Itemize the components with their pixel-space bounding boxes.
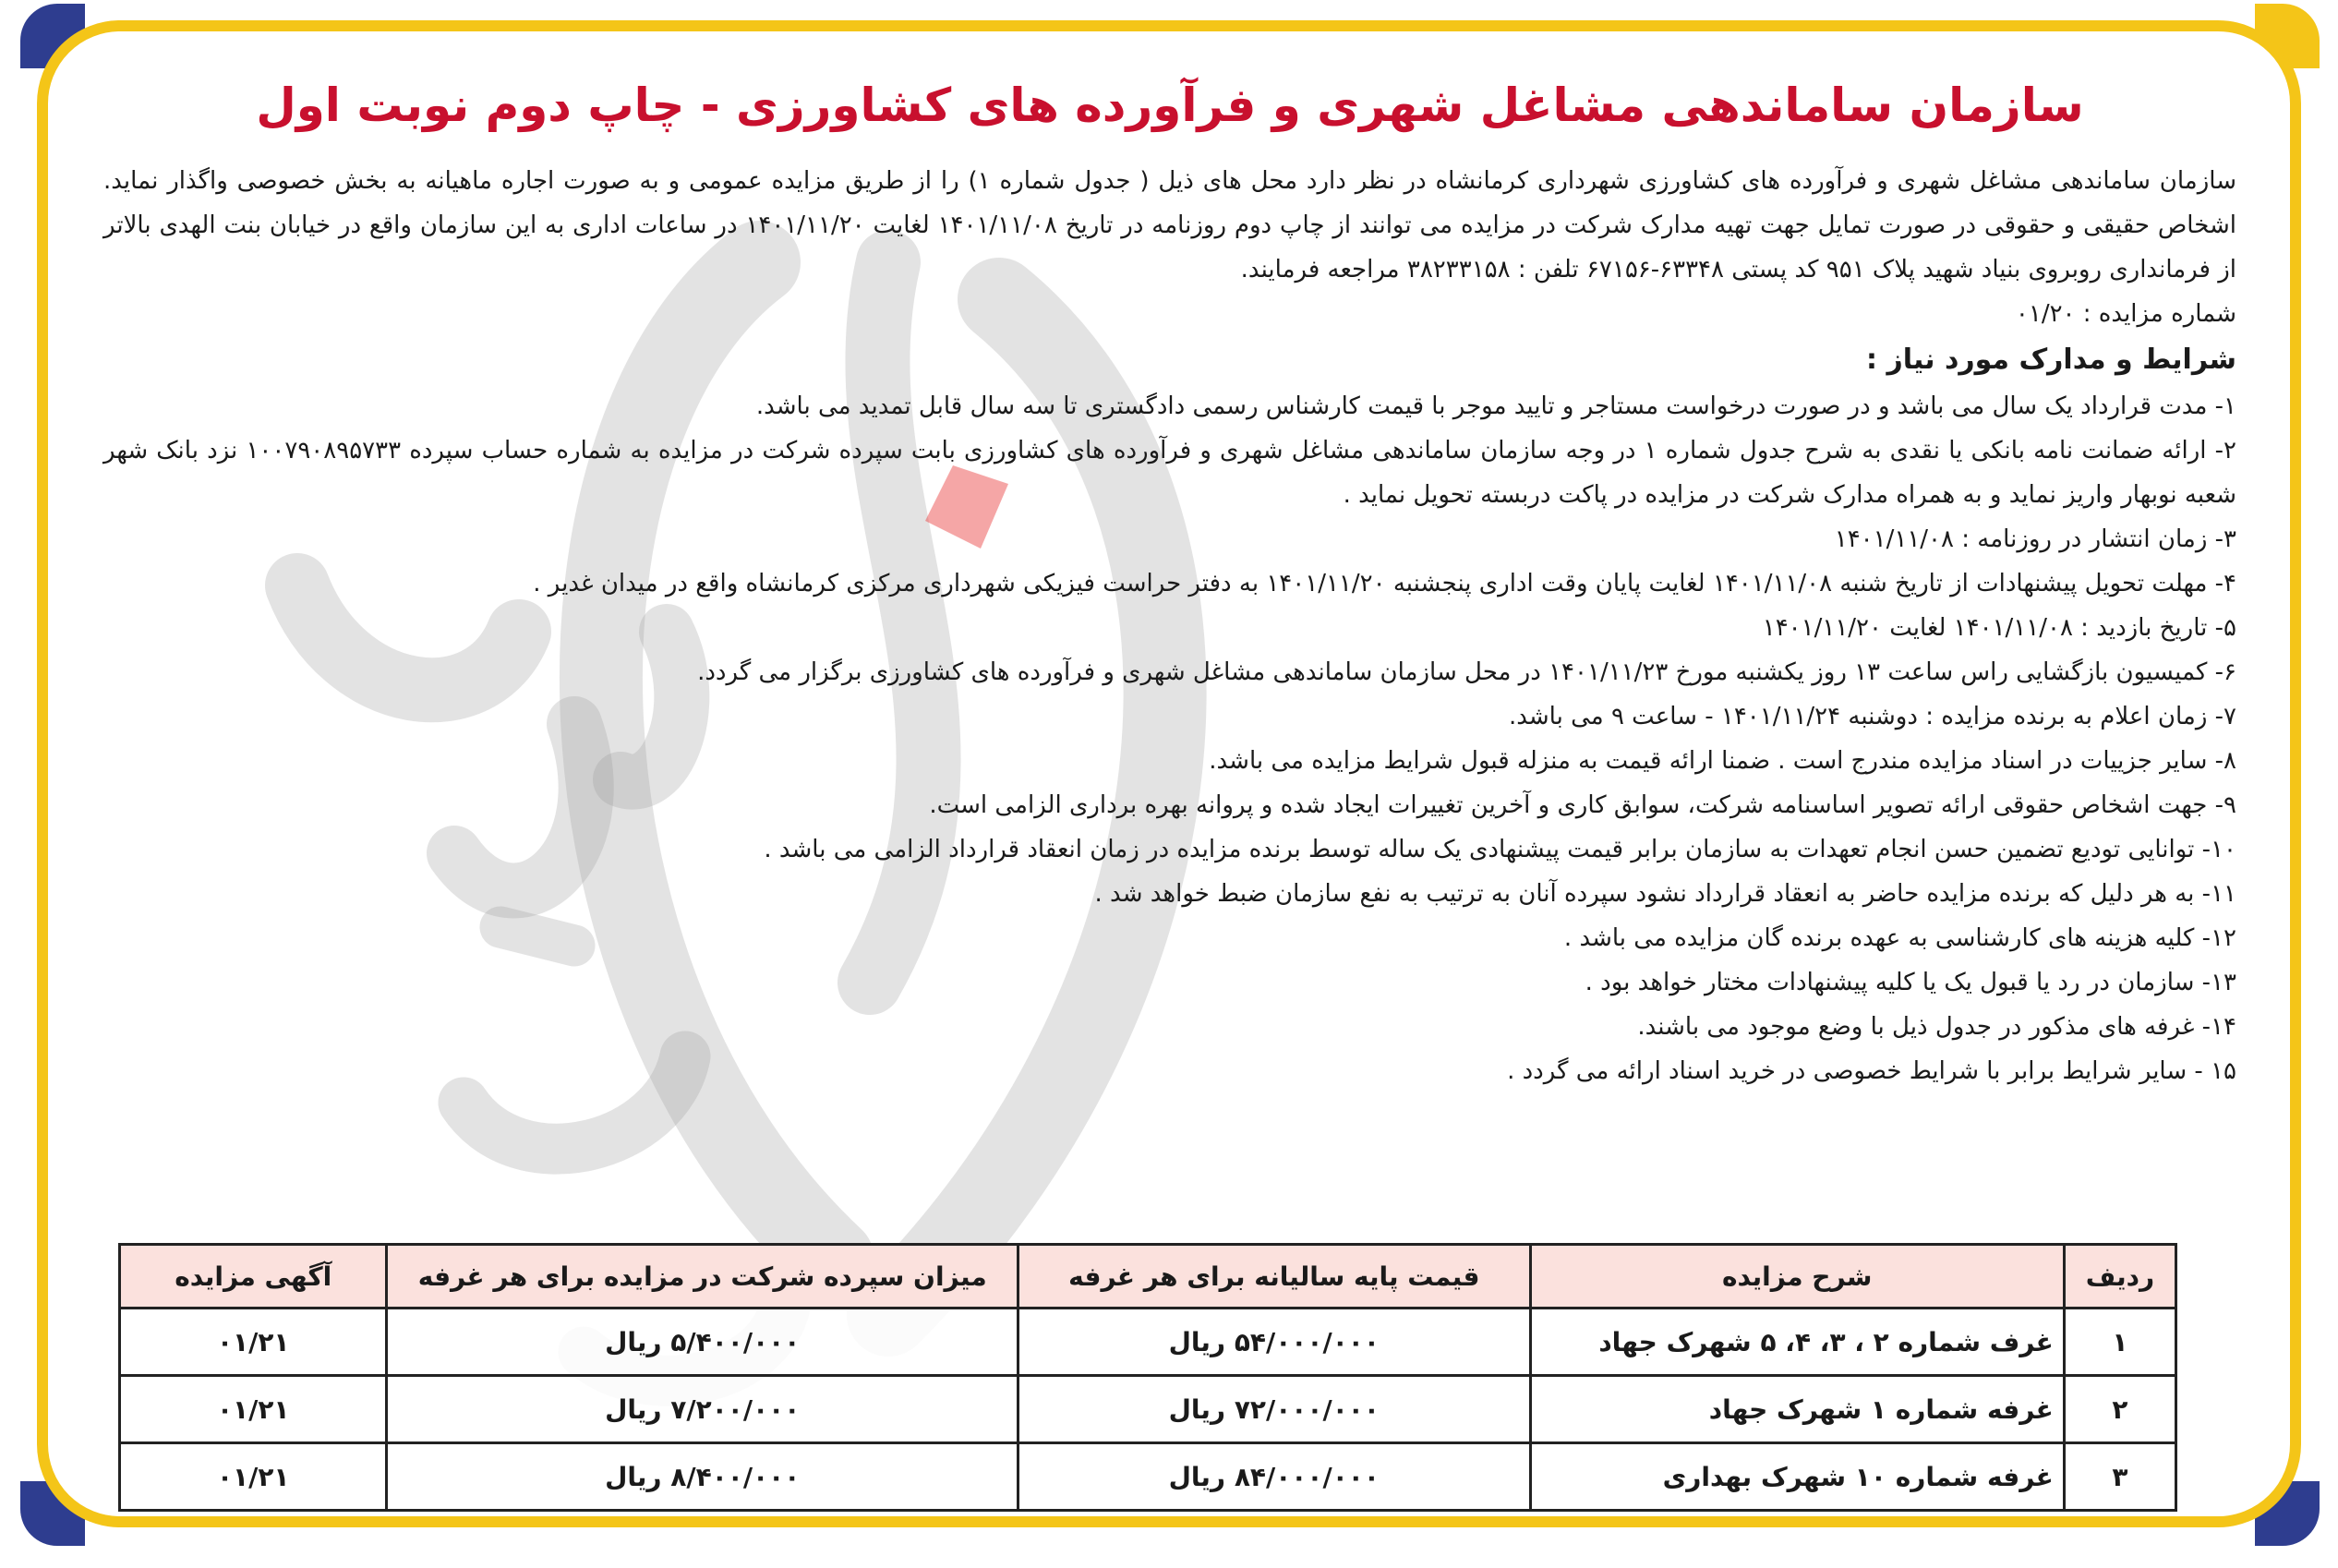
condition-item: ۱۳- سازمان در رد یا قبول یک یا کلیه پیشنهادات مختار خواهد بود . [1585, 969, 2236, 996]
table-header-row [120, 1245, 2176, 1309]
condition-item: ۱۴- غرفه های مذکور در جدول ذیل با وضع موجود می باشند. [1637, 1013, 2236, 1041]
condition-item: ۱۱- به هر دلیل که برنده مزایده حاضر به انعقاد قرارداد نشود سپرده آنان به ترتیب به نفع سازمان ضبط خواهد شد . [1094, 880, 2236, 908]
table-row [120, 1443, 2176, 1511]
cell-row-number: ۱ [2064, 1309, 2175, 1376]
condition-item: ۱۲- کلیه هزینه های کارشناسی به عهده برنده گان مزایده می باشد . [1563, 924, 2236, 952]
condition-item: ۱۰- توانایی تودیع تضمین حسن انجام تعهدات به سازمان برابر قیمت پیشنهادی یک ساله توسط برنده مزایده در زمان انعقاد قرارداد الزامی می باشد . [764, 836, 2236, 863]
cell-base-price: ۷۲/۰۰۰/۰۰۰ ریال [1018, 1376, 1531, 1443]
header-base-price: قیمت پایه سالیانه برای هر غرفه [1018, 1245, 1531, 1309]
cell-base-price: ۸۴/۰۰۰/۰۰۰ ریال [1018, 1443, 1531, 1511]
cell-description: غرفه شماره ۱۰ شهرک بهداری [1530, 1443, 2064, 1511]
cell-ad-number: ۰۱/۲۱ [120, 1376, 387, 1443]
cell-description: غرف شماره ۲ ، ۳، ۴، ۵ شهرک جهاد [1530, 1309, 2064, 1376]
cell-row-number: ۳ [2064, 1443, 2175, 1511]
ad-content [103, 50, 2236, 1093]
cell-row-number: ۲ [2064, 1376, 2175, 1443]
auction-table [118, 1243, 2177, 1512]
header-ad-number: آگهی مزایده [120, 1245, 387, 1309]
header-row-number: ردیف [2064, 1245, 2175, 1309]
conditions-heading: شرایط و مدارک مورد نیاز : [1866, 344, 2236, 376]
cell-base-price: ۵۴/۰۰۰/۰۰۰ ریال [1018, 1309, 1531, 1376]
cell-deposit: ۸/۴۰۰/۰۰۰ ریال [387, 1443, 1018, 1511]
table-row [120, 1309, 2176, 1376]
condition-item: ۲- ارائه ضمانت نامه بانکی یا نقدی به شرح جدول شماره ۱ در وجه سازمان ساماندهی مشاغل شهری و فرآورده های کشاورزی بابت سپرده شرکت در مزایده به شماره حساب سپرده ۱۰۰۷۹۰۸۹۵۷۳۳ نزد بانک شهر شعبه نوبهار واریز نماید و به همراه مدارک شرکت در مزایده در پاکت دربسته تحویل نماید . [103, 437, 2237, 509]
condition-item: ۹- جهت اشخاص حقوقی ارائه تصویر اساسنامه شرکت، سوابق کاری و آخرین تغییرات ایجاد شده و پروانه بهره برداری الزامی است. [929, 791, 2236, 819]
header-description: شرح مزایده [1530, 1245, 2064, 1309]
condition-item: ۸- سایر جزییات در اسناد مزایده مندرج است . ضمنا ارائه قیمت به منزله قبول شرایط مزایده می باشد. [1209, 747, 2236, 775]
condition-item: ۱- مدت قرارداد یک سال می باشد و در صورت درخواست مستاجر و تایید موجر با قیمت کارشناس رسمی دادگستری تا سه سال قابل تمدید می باشد. [755, 392, 2236, 420]
table-row [120, 1376, 2176, 1443]
condition-item: ۷- زمان اعلام به برنده مزایده : دوشنبه ۱۴۰۱/۱۱/۲۴ - ساعت ۹ می باشد. [1508, 703, 2236, 730]
intro-paragraph: سازمان ساماندهی مشاغل شهری و فرآورده های کشاورزی شهرداری کرمانشاه در نظر دارد محل های ذیل ( جدول شماره ۱) را از طریق مزایده عمومی و به صورت اجاره ماهیانه به بخش خصوصی واگذار نماید. اشخاص حقیقی و حقوقی در صورت تمایل جهت تهیه مدارک شرکت در مزایده می توانند از چاپ دوم روزنامه در تاریخ ۱۴۰۱/۱۱/۰۸ لغایت ۱۴۰۱/۱۱/۲۰ در ساعات اداری به این سازمان واقع در خیابان بنت الهدی بالاتر از فرمانداری روبروی بنیاد شهید پلاک ۹۵۱ کد پستی ۶۳۳۴۸-۶۷۱۵۶ تلفن : ۳۸۲۳۳۱۵۸ مراجعه فرمایند. [103, 167, 2236, 283]
header-deposit: میزان سپرده شرکت در مزایده برای هر غرفه [387, 1245, 1018, 1309]
ad-title: سازمان ساماندهی مشاغل شهری و فرآورده های کشاورزی - چاپ دوم نوبت اول [256, 78, 2084, 132]
cell-ad-number: ۰۱/۲۱ [120, 1443, 387, 1511]
auction-number: شماره مزایده : ۰۱/۲۰ [2015, 300, 2236, 328]
cell-description: غرفه شماره ۱ شهرک جهاد [1530, 1376, 2064, 1443]
cell-ad-number: ۰۱/۲۱ [120, 1309, 387, 1376]
condition-item: ۱۵ - سایر شرایط برابر با شرایط خصوصی در خرید اسناد ارائه می گردد . [1507, 1057, 2236, 1085]
cell-deposit: ۵/۴۰۰/۰۰۰ ریال [387, 1309, 1018, 1376]
condition-item: ۳- زمان انتشار در روزنامه : ۱۴۰۱/۱۱/۰۸ [1834, 525, 2236, 553]
conditions-list [103, 384, 2236, 1093]
condition-item: ۶- کمیسیون بازگشایی راس ساعت ۱۳ روز یکشنبه مورخ ۱۴۰۱/۱۱/۲۳ در محل سازمان ساماندهی مشاغل شهری و فرآورده های کشاورزی برگزار می گردد. [697, 658, 2236, 686]
condition-item: ۴- مهلت تحویل پیشنهادات از تاریخ شنبه ۱۴۰۱/۱۱/۰۸ لغایت پایان وقت اداری پنجشنبه ۱۴۰۱/۱۱/۲۰ به دفتر حراست فیزیکی شهرداری مرکزی کرمانشاه واقع در میدان غدیر . [533, 570, 2236, 597]
cell-deposit: ۷/۲۰۰/۰۰۰ ریال [387, 1376, 1018, 1443]
condition-item: ۵- تاریخ بازدید : ۱۴۰۱/۱۱/۰۸ لغایت ۱۴۰۱/۱۱/۲۰ [1762, 614, 2236, 642]
